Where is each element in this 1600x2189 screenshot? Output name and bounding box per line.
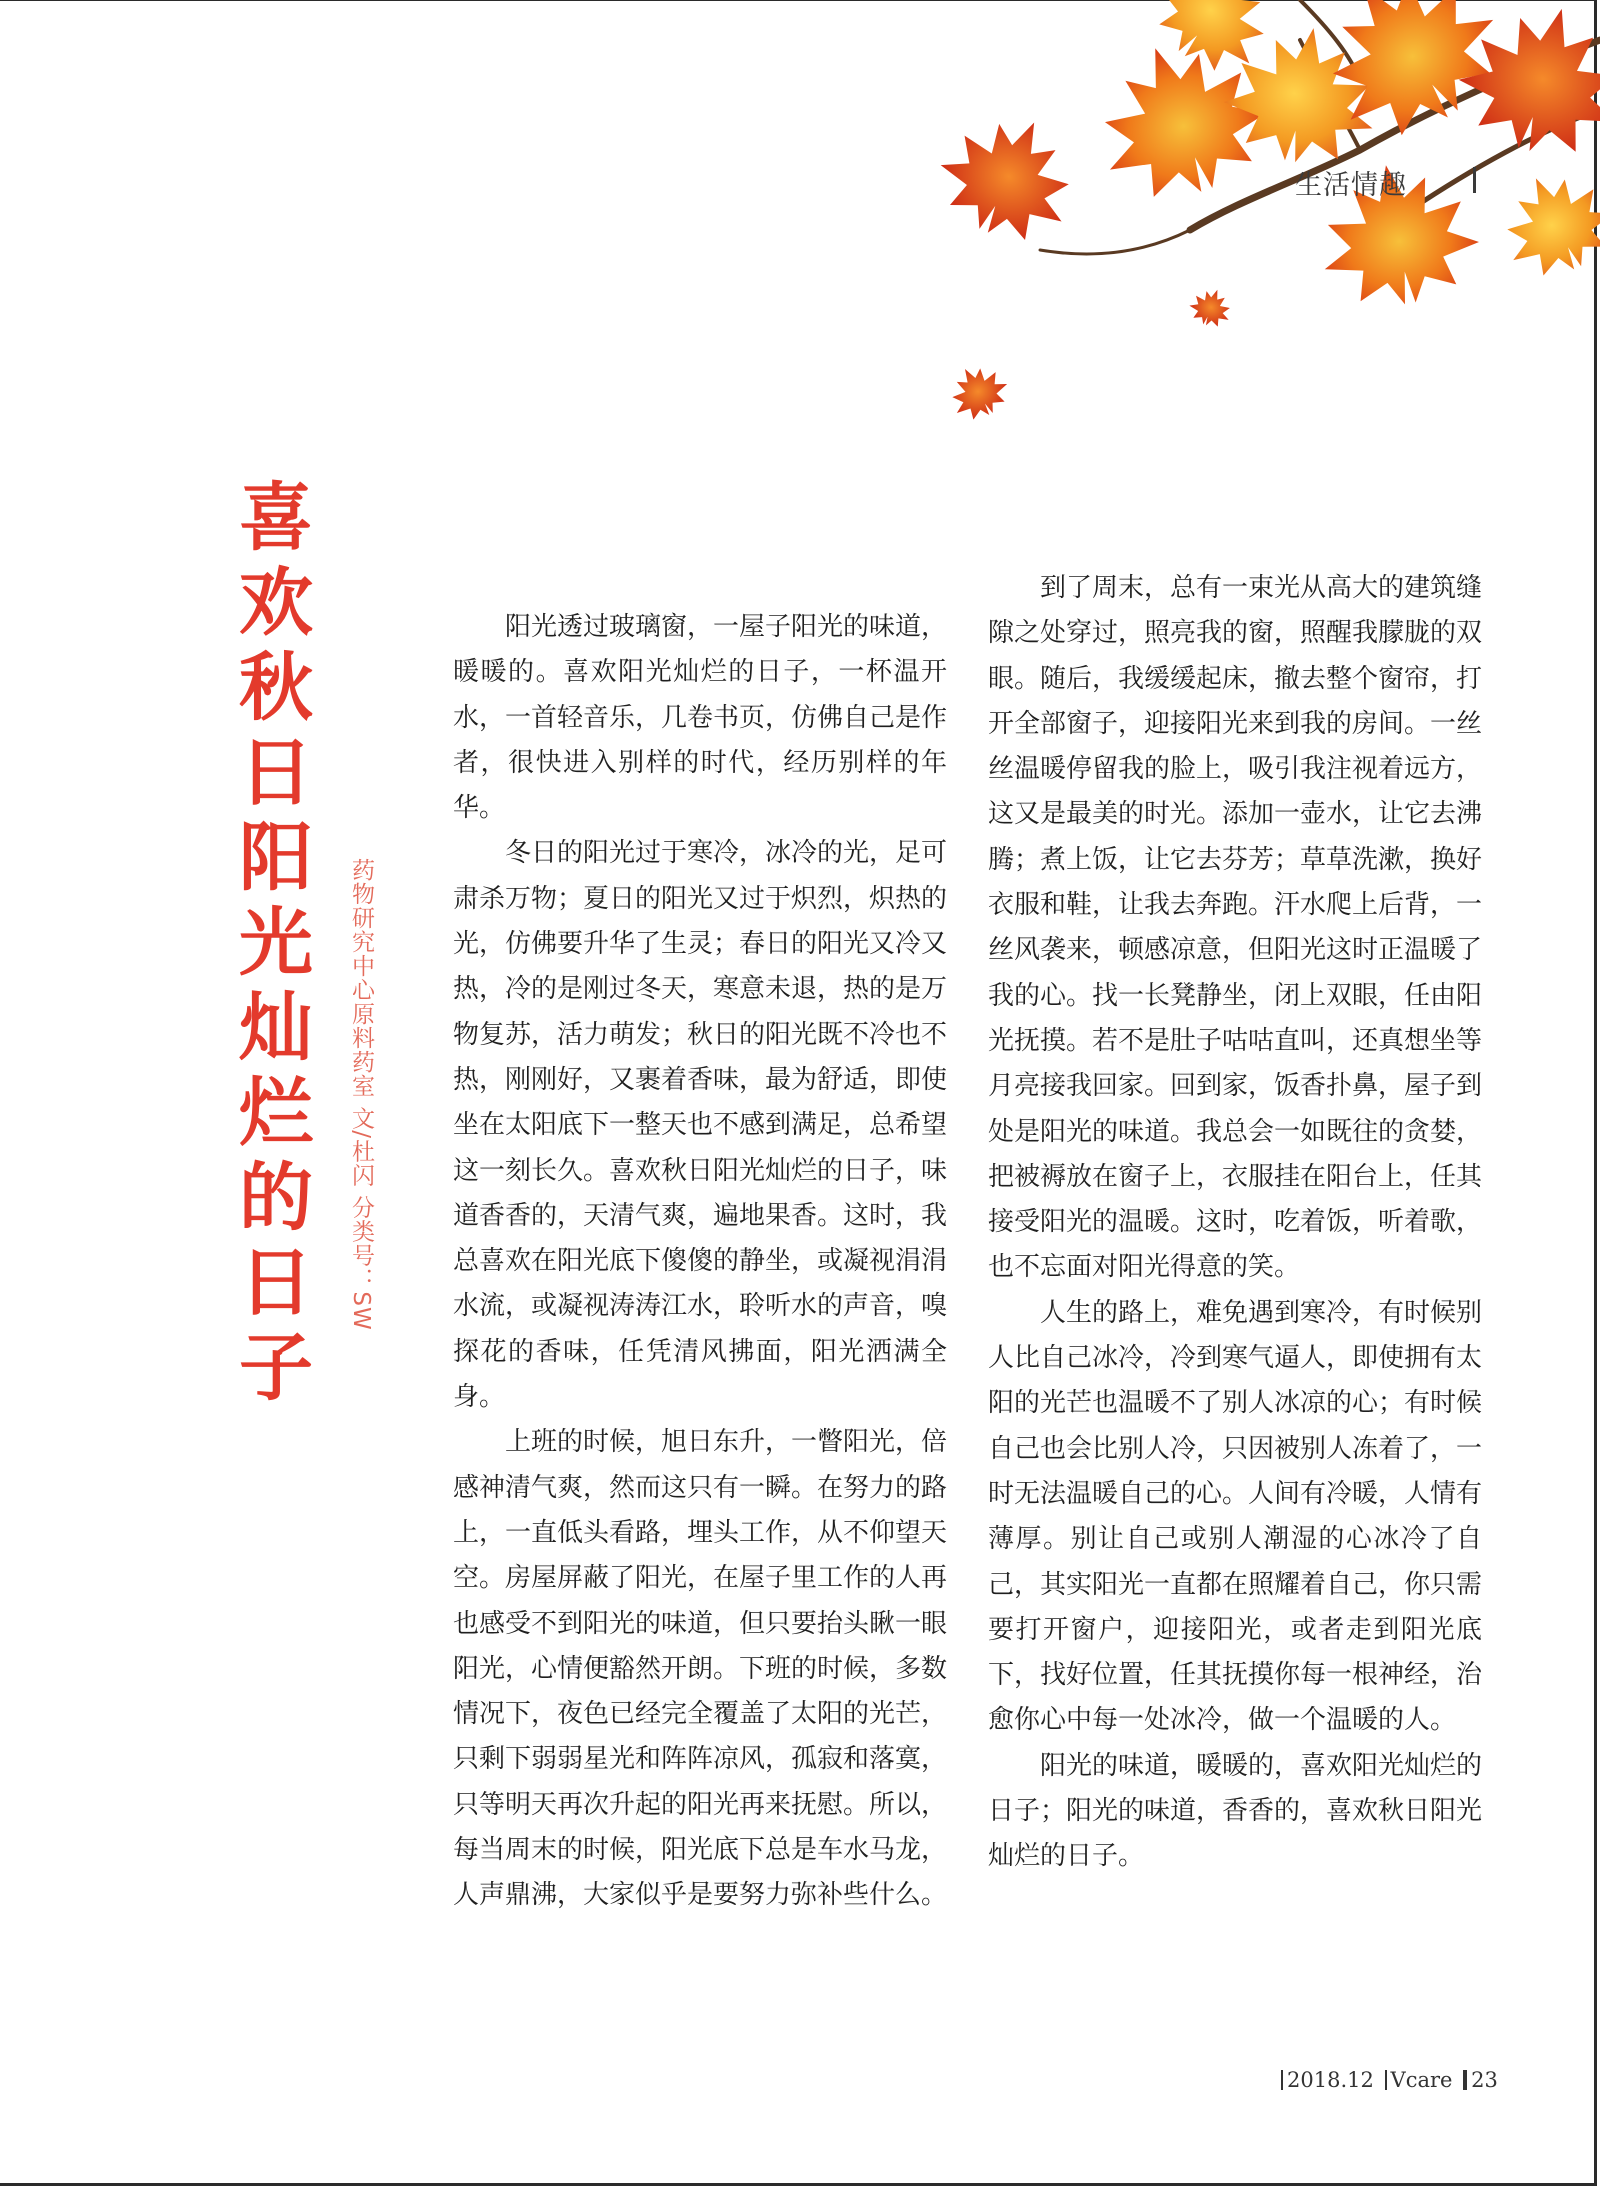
article-paragraph: 到了周末，总有一束光从高大的建筑缝隙之处穿过，照亮我的窗，照醒我朦胧的双眼。随后，我缓缓起床，撤去整个窗帘，打开全部窗子，迎接阳光来到我的房间。一丝丝温暖停留我的脸上，吸引我注视着远方，这又是最美的时光。添加一壶水，让它去沸腾；煮上饭，让它去芬芳；草草洗漱，换好衣服和鞋，让我去奔跑。汗水爬上后背，一丝风袭来，顿感凉意，但阳光这时正温暖了我的心。找一长凳静坐，闭上双眼，任由阳光抚摸。若不是肚子咕咕直叫，还真想坐等月亮接我回家。回到家，饭香扑鼻，屋子到处是阳光的味道。我总会一如既往的贪婪，把被褥放在窗子上，衣服挂在阳台上，任其接受阳光的温暖。这时，吃着饭，听着歌，也不忘面对阳光得意的笑。 xyxy=(988,573,1483,1283)
maple-leaf-icon xyxy=(1076,19,1286,218)
footer-separator xyxy=(1385,2070,1387,2090)
maple-leaf-icon xyxy=(940,355,1016,429)
article-paragraph: 人生的路上，难免遇到寒冷，有时候别人比自己冰冷，冷到寒气逼人，即使拥有太阳的光芒也温暖不了别人冰凉的心；有时候自己也会比别人冷，只因被别人冻着了，一时无法温暖自己的心。人间有冷暖，人情有薄厚。别让自己或别人潮湿的心冰冷了自己，其实阳光一直都在照耀着自己，你只需要打开窗户，迎接阳光，或者走到阳光底下，找好位置，任其抚摸你每一根神经，治愈你心中每一处冰冷，做一个温暖的人。 xyxy=(988,1297,1483,1736)
section-label-bar xyxy=(1473,167,1476,193)
section-label: 生活情趣 xyxy=(1295,170,1407,201)
article-paragraph: 上班的时候，旭日东升，一瞥阳光，倍感神清气爽，然而这只有一瞬。在努力的路上，一直低头看路，埋头工作，从不仰望天空。房屋屏蔽了阳光，在屋子里工作的人再也感受不到阳光的味道，但只要抬头瞅一眼阳光，心情便豁然开朗。下班的时候，多数情况下，夜色已经完全覆盖了太阳的光芒，只剩下弱弱星光和阵阵凉风，孤寂和落寞，只等明天再次升起的阳光再来抚慰。所以，每当周末的时候，阳光底下总是车水马龙，人声鼎沸，大家似乎是要努力弥补些什么。 xyxy=(453,1427,948,1911)
article-title: 喜欢秋日阳光灿烂的日子 xyxy=(227,478,313,1413)
article-paragraph: 阳光的味道，暖暖的，喜欢阳光灿烂的日子；阳光的味道，香香的，喜欢秋日阳光灿烂的日子。 xyxy=(988,1750,1483,1872)
footer-page-number: 23 xyxy=(1471,2068,1498,2092)
maple-leaves-decoration xyxy=(0,0,1600,460)
article-paragraph: 冬日的阳光过于寒冷，冰冷的光，足可肃杀万物；夏日的阳光又过于炽烈，炽热的光，仿佛要升华了生灵；春日的阳光又冷又热，冷的是刚过冬天，寒意未退，热的是万物复苏，活力萌发；秋日的阳光既不冷也不热，刚刚好，又裹着香味，最为舒适，即使坐在太阳底下一整天也不感到满足，总希望这一刻长久。喜欢秋日阳光灿烂的日子，味道香香的，天清气爽，遍地果香。这时，我总喜欢在阳光底下傻傻的静坐，或凝视涓涓水流，或凝视涛涛江水，聆听水的声音，嗅探花的香味，任凭清风拂面，阳光洒满全身。 xyxy=(453,838,948,1413)
footer-separator xyxy=(1463,2070,1467,2090)
page-footer xyxy=(1277,2068,1498,2092)
article-column-left xyxy=(453,605,947,1919)
footer-separator xyxy=(1281,2070,1283,2090)
maple-leaf-icon xyxy=(1185,283,1237,332)
article-paragraph: 阳光透过玻璃窗，一屋子阳光的味道，暖暖的。喜欢阳光灿烂的日子，一杯温开水，一首轻音乐，几卷书页，仿佛自己是作者，很快进入别样的时代，经历别样的年华。 xyxy=(453,612,948,824)
maple-leaf-icon xyxy=(1486,155,1600,291)
footer-magazine: Vcare xyxy=(1390,2068,1453,2092)
footer-issue: 2018.12 xyxy=(1287,2068,1374,2092)
article-column-right xyxy=(988,566,1482,1880)
maple-leaf-icon xyxy=(923,94,1094,259)
article-byline: 药物研究中心原料药室 文/杜闪 分类号：SW xyxy=(348,858,374,1331)
